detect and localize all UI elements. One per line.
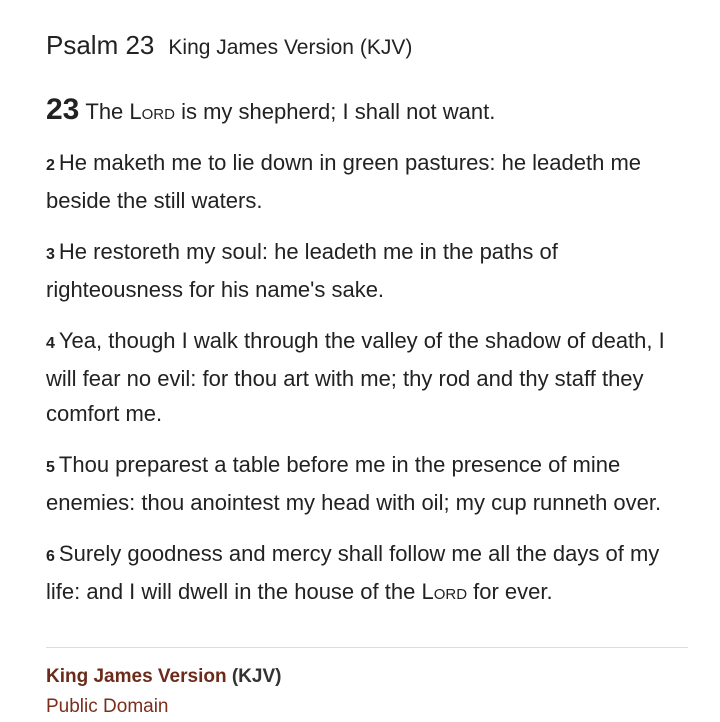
verse-text: He restoreth my soul: he leadeth me in the paths of righteousness for his name's sake.	[46, 239, 558, 302]
version-abbreviation: (KJV)	[231, 666, 282, 687]
version-link[interactable]: King James Version	[46, 666, 227, 687]
verse-1	[46, 92, 686, 129]
verse-text: Yea, though I walk through the valley of the shadow of death, I will fear no evil: for thou art with me; thy rod and thy staff they comfort me.	[46, 328, 665, 426]
verse-text: He maketh me to lie down in green pastures: he leadeth me beside the still waters.	[46, 150, 642, 213]
verse-text: The	[85, 99, 130, 124]
verse-text: Thou preparest a table before me in the presence of mine enemies: thou anointest my head with oil; my cup runneth over.	[46, 452, 662, 515]
verse-number: 5	[46, 459, 55, 476]
verse-4	[46, 323, 686, 431]
version-label: King James Version (KJV)	[168, 36, 413, 59]
passage-reference: Psalm 23	[46, 30, 155, 60]
verse-text: Surely goodness and mercy shall follow me all the days of my life: and I will dwell in the house of the	[46, 541, 660, 604]
version-footer	[46, 662, 686, 722]
passage	[46, 30, 686, 609]
footer-version-line	[46, 662, 686, 692]
verse-6	[46, 536, 686, 609]
verse-text: for ever.	[467, 579, 553, 604]
verse-number: 4	[46, 335, 55, 352]
verse-text: is my shepherd; I shall not want.	[174, 99, 496, 124]
verse-number: 3	[46, 246, 55, 263]
footer-divider	[46, 647, 688, 648]
verse-3	[46, 234, 686, 307]
divine-name: Lord	[421, 579, 468, 604]
verse-number: 2	[46, 157, 55, 174]
passage-heading	[46, 30, 686, 70]
verse-2	[46, 145, 686, 218]
copyright-notice: Public Domain	[46, 696, 169, 717]
verse-5	[46, 447, 686, 520]
verse-number: 6	[46, 548, 55, 565]
divine-name: Lord	[129, 99, 175, 124]
chapter-number: 23	[46, 93, 80, 126]
